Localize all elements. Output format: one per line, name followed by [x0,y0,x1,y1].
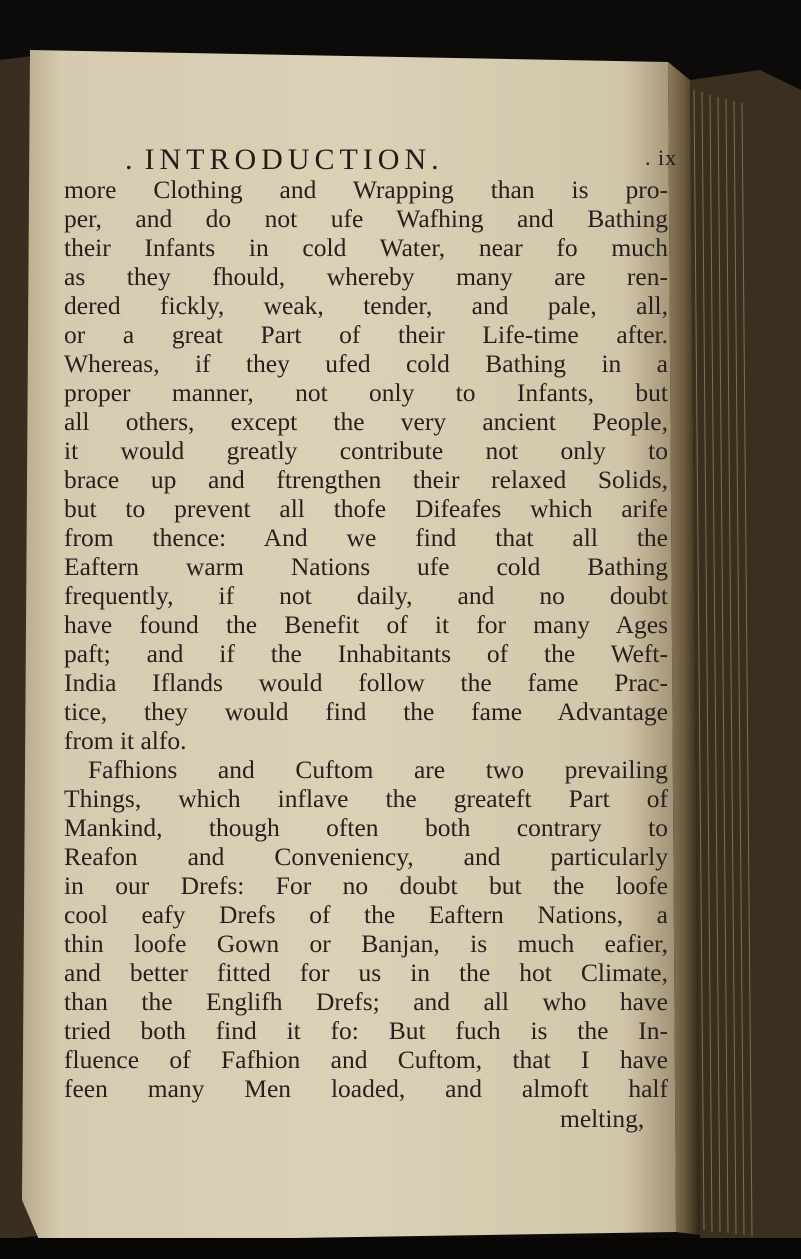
text-line: Whereas, if they ufed cold Bathing in a [64,349,668,378]
text-line: proper manner, not only to Infants, but [64,378,668,407]
text-line: Mankind, though often both contrary to [64,813,668,842]
text-line: tried both find it fo: But fuch is the In- [64,1016,668,1045]
text-line: Things, which inflave the greateft Part of [64,784,668,813]
text-line: brace up and ftrengthen their relaxed Solids, [64,465,668,494]
header-title: INTRODUCTION. [144,143,444,176]
text-line: feen many Men loaded, and almoft half [64,1074,668,1103]
text-line: but to prevent all thofe Difeafes which arife [64,494,668,523]
text-line: have found the Benefit of it for many Ages [64,610,668,639]
text-line: as they fhould, whereby many are ren- [64,262,668,291]
text-line: per, and do not ufe Wafhing and Bathing [64,204,668,233]
text-line: cool eafy Drefs of the Eaftern Nations, a [64,900,668,929]
text-line: dered fickly, weak, tender, and pale, all, [64,291,668,320]
text-line: or a great Part of their Life-time after. [64,320,668,349]
running-header [125,143,685,177]
text-line: than the Englifh Drefs; and all who have [64,987,668,1016]
text-line: from it alfo. [64,726,187,755]
text-line: all others, except the very ancient People, [64,407,668,436]
catchword: melting, [560,1104,645,1133]
text-line: Reafon and Conveniency, and particularly [64,842,668,871]
text-line: more Clothing and Wrapping than is pro- [64,175,668,204]
text-line: from thence: And we find that all the [64,523,668,552]
page-number: . ix [645,145,678,170]
text-line: thin loofe Gown or Banjan, is much eafier, [64,929,668,958]
text-line: tice, they would find the fame Advantage [64,697,668,726]
text-line: in our Drefs: For no doubt but the loofe [64,871,668,900]
text-line: it would greatly contribute not only to [64,436,668,465]
text-line: their Infants in cold Water, near fo much [64,233,668,262]
text-line: paft; and if the Inhabitants of the Weft- [64,639,668,668]
text-line: fluence of Fafhion and Cuftom, that I have [64,1045,668,1074]
text-line: and better fitted for us in the hot Climate, [64,958,668,987]
header-mark: . [125,143,133,176]
text-line: frequently, if not daily, and no doubt [64,581,668,610]
text-line: Eaftern warm Nations ufe cold Bathing [64,552,668,581]
text-line: India Iflands would follow the fame Prac- [64,668,668,697]
text-line: Fafhions and Cuftom are two prevailing [88,755,668,784]
